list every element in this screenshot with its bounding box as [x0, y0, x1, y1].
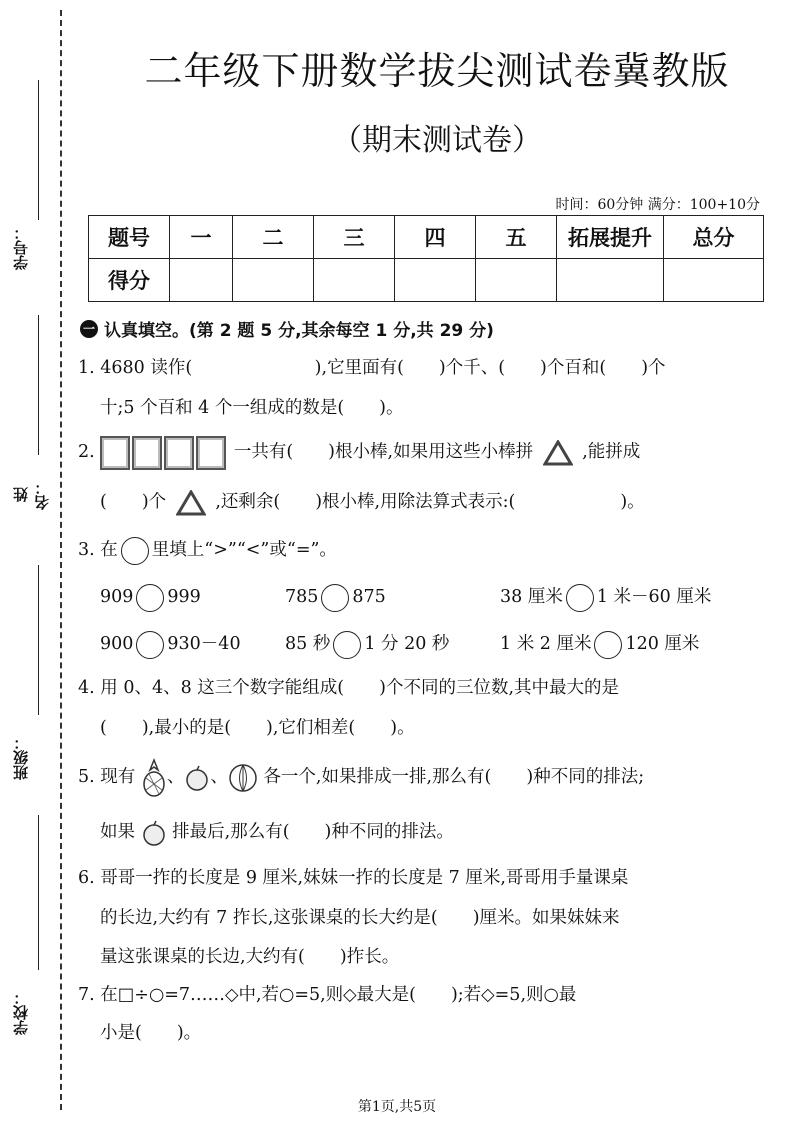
- score-table-score-row: [89, 259, 764, 302]
- score-input-cell[interactable]: [476, 259, 557, 302]
- binding-dashed-line: [60, 10, 62, 1110]
- apple-icon: [141, 820, 167, 846]
- score-row-label: 得分: [89, 259, 170, 302]
- compare-left: 785: [285, 587, 319, 607]
- score-header-cell: 二: [233, 216, 314, 259]
- compare-circle-icon: [121, 537, 149, 565]
- compare-circle-input[interactable]: [594, 631, 622, 659]
- question-1-line-1: 1. 4680 读作( ),它里面有( )个千、( )个百和( )个: [78, 358, 666, 378]
- score-table-header-row: [89, 216, 764, 259]
- compare-item: [100, 577, 201, 617]
- question-6-line-1: 6. 哥哥一拃的长度是 9 厘米,妹妹一拃的长度是 7 厘米,哥哥用手量课桌: [78, 868, 629, 888]
- watermelon-icon: [228, 763, 258, 793]
- compare-circle-input[interactable]: [566, 584, 594, 612]
- score-input-cell[interactable]: [664, 259, 764, 302]
- compare-item: [100, 624, 241, 664]
- compare-item: [285, 577, 386, 617]
- section-number-badge: 一: [80, 320, 98, 338]
- question-2-line-1: [78, 432, 758, 472]
- school-label: 学校：: [12, 990, 30, 1035]
- sticks-square-icon: [100, 442, 228, 462]
- compare-right: 875: [352, 587, 386, 607]
- compare-left: 38 厘米: [500, 587, 563, 607]
- score-input-cell[interactable]: [170, 259, 233, 302]
- score-header-cell: 总分: [664, 216, 764, 259]
- section-1-instructions: 认真填空。(第 2 题 5 分,其余每空 1 分,共 29 分): [104, 321, 494, 341]
- student-id-label: 学号：: [12, 225, 30, 270]
- school-line: [38, 815, 39, 970]
- compare-right: 120 厘米: [625, 634, 700, 654]
- time-info: 时间：60分钟 满分：100+10分: [555, 197, 760, 213]
- question-2-text-c: ( )个: [100, 492, 167, 512]
- compare-item: [285, 624, 449, 664]
- compare-circle-input[interactable]: [321, 584, 349, 612]
- question-2-text-a: 一共有( )根小棒,如果用这些小棒拼: [233, 442, 534, 462]
- compare-right: 930－40: [167, 634, 241, 654]
- compare-left: 900: [100, 634, 134, 654]
- page-footer: 第1页,共5页: [357, 1099, 437, 1115]
- question-3-prompt: [78, 530, 758, 570]
- question-3-text-b: 里填上“>”“<”或“=”。: [151, 540, 337, 560]
- class-field[interactable]: [10, 565, 50, 785]
- score-header-cell: 五: [476, 216, 557, 259]
- class-label: 班级：: [12, 735, 30, 780]
- compare-item: [500, 624, 699, 664]
- question-5-text-b: 各一个,如果排成一排,那么有( )种不同的排法;: [263, 767, 645, 787]
- compare-right: 999: [167, 587, 201, 607]
- question-1-line-2: 十;5 个百和 4 个一组成的数是( )。: [100, 398, 404, 418]
- question-4-line-2: ( ),最小的是( ),它们相差( )。: [100, 718, 415, 738]
- compare-right: 1 分 20 秒: [364, 634, 450, 654]
- score-input-cell[interactable]: [314, 259, 395, 302]
- question-4-line-1: 4. 用 0、4、8 这三个数字能组成( )个不同的三位数,其中最大的是: [78, 678, 620, 698]
- school-field[interactable]: [10, 815, 50, 1045]
- section-1-heading: [80, 316, 494, 341]
- triangle-icon: [543, 440, 573, 466]
- score-header-cell: 一: [170, 216, 233, 259]
- question-6-line-3: 量这张课桌的长边,大约有( )拃长。: [100, 947, 400, 967]
- class-line: [38, 565, 39, 715]
- score-table: [88, 215, 764, 302]
- compare-left: 909: [100, 587, 134, 607]
- page-subtitle: （期末测试卷）: [332, 123, 542, 158]
- score-input-cell[interactable]: [233, 259, 314, 302]
- question-7-line-2: 小是( )。: [100, 1023, 202, 1043]
- name-line: [38, 315, 39, 455]
- triangle-icon: [176, 490, 206, 516]
- question-2-text-b: ,能拼成: [582, 442, 641, 462]
- question-5-text-a: 5. 现有: [78, 767, 136, 787]
- score-header-cell: 四: [395, 216, 476, 259]
- question-6-line-2: 的长边,大约有 7 拃长,这张课桌的长大约是( )厘米。如果妹妹来: [100, 908, 620, 928]
- apple-icon: [184, 765, 210, 791]
- compare-circle-input[interactable]: [333, 631, 361, 659]
- compare-left: 85 秒: [285, 634, 331, 654]
- question-5-text-c: 如果: [100, 822, 135, 842]
- question-3-text-a: 3. 在: [78, 540, 118, 560]
- question-5-line-2: [100, 812, 780, 852]
- name-field[interactable]: [10, 315, 50, 515]
- student-id-field[interactable]: [10, 80, 50, 280]
- question-2-text-d: ,还剩余( )根小棒,用除法算式表示:( )。: [215, 492, 645, 512]
- question-2-number: 2.: [78, 442, 95, 462]
- compare-right: 1 米－60 厘米: [596, 587, 712, 607]
- question-5-line-1: 5. 现有 、 、 各一个,如果排成一排,那么有( )种不同的排法;: [78, 757, 758, 798]
- compare-circle-input[interactable]: [136, 631, 164, 659]
- score-header-cell: 三: [314, 216, 395, 259]
- compare-item: [500, 577, 711, 617]
- student-id-line: [38, 80, 39, 220]
- question-7-line-1: 7. 在□÷○=7……◇中,若○=5,则◇最大是( );若◇=5,则○最: [78, 985, 577, 1005]
- score-header-cell: 拓展提升: [557, 216, 664, 259]
- question-2-line-2: [100, 482, 780, 522]
- score-input-cell[interactable]: [395, 259, 476, 302]
- page-title: 二年级下册数学拔尖测试卷冀教版: [144, 49, 730, 93]
- compare-circle-input[interactable]: [136, 584, 164, 612]
- compare-left: 1 米 2 厘米: [500, 634, 592, 654]
- name-label: 姓名：: [12, 480, 51, 510]
- score-input-cell[interactable]: [557, 259, 664, 302]
- pineapple-icon: [141, 758, 167, 798]
- score-header-cell: 题号: [89, 216, 170, 259]
- question-5-text-d: 排最后,那么有( )种不同的排法。: [172, 822, 454, 842]
